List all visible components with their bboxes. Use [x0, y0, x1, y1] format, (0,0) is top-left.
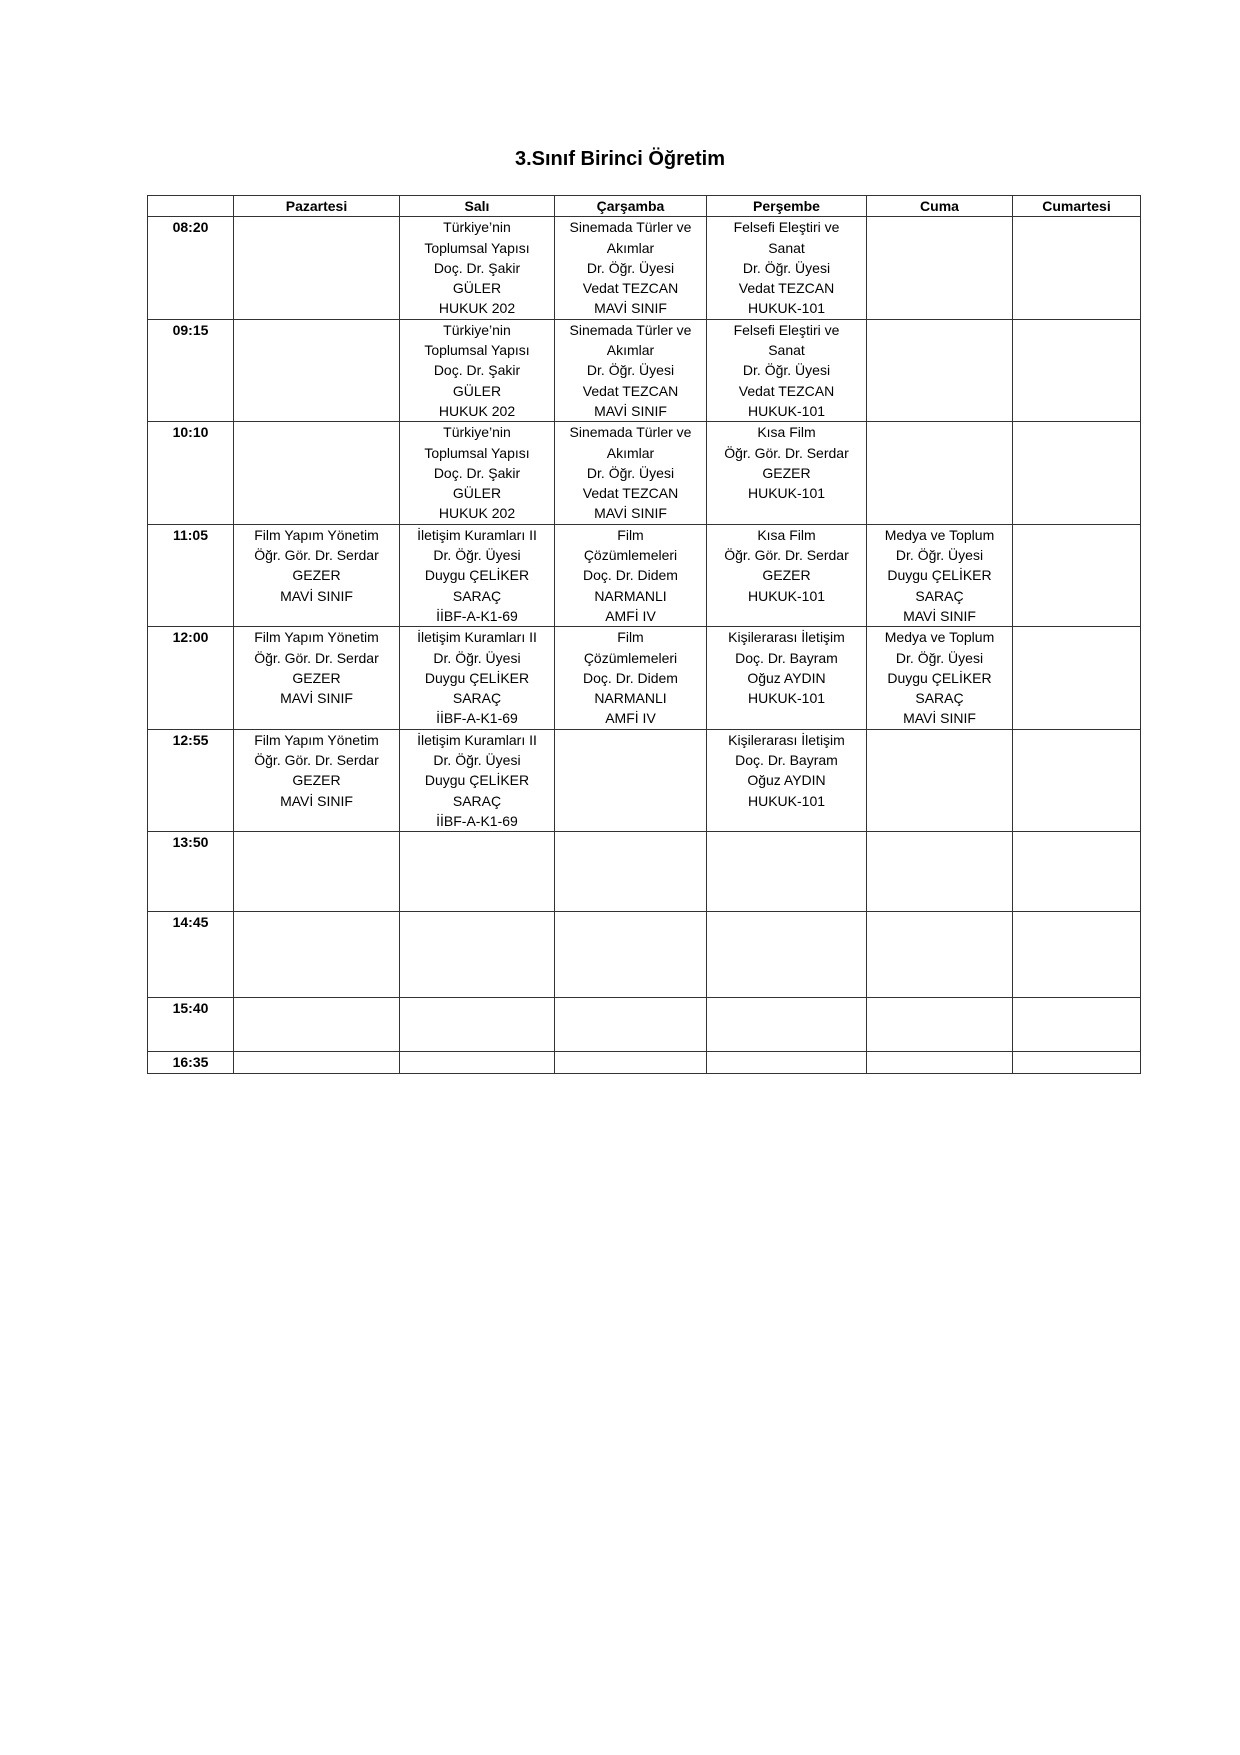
- time-slot: 15:40: [148, 998, 234, 1052]
- course-info-line: Akımlar: [606, 342, 655, 359]
- schedule-cell-saturday: [1013, 729, 1141, 831]
- course-info-line: Dr. Öğr. Üyesi: [586, 259, 675, 276]
- schedule-cell-monday: [234, 1052, 400, 1074]
- course-info-line: Kısa Film: [757, 424, 816, 441]
- course-info-line: NARMANLI: [594, 690, 667, 707]
- course-info-line: GEZER: [292, 772, 341, 789]
- time-slot: 16:35: [148, 1052, 234, 1074]
- schedule-table: [147, 195, 1141, 1074]
- schedule-cell-tuesday: [400, 627, 555, 729]
- course-info-line: MAVİ SINIF: [903, 710, 976, 727]
- course-info-line: MAVİ SINIF: [280, 792, 353, 809]
- course-info-line: MAVİ SINIF: [594, 505, 667, 522]
- schedule-cell-thursday: [707, 729, 867, 831]
- header-day-thursday: Perşembe: [707, 196, 867, 217]
- schedule-cell-wednesday: [555, 912, 707, 998]
- schedule-cell-monday: [234, 729, 400, 831]
- course-info-line: Dr. Öğr. Üyesi: [742, 259, 831, 276]
- course-info-line: HUKUK-101: [747, 300, 826, 317]
- course-info-line: HUKUK-101: [747, 485, 826, 502]
- schedule-cell-wednesday: [555, 217, 707, 319]
- schedule-cell-saturday: [1013, 217, 1141, 319]
- header-day-tuesday: Salı: [400, 196, 555, 217]
- course-info-line: GÜLER: [452, 485, 502, 502]
- course-info-line: Öğr. Gör. Dr. Serdar: [254, 752, 379, 769]
- course-info-line: İİBF-A-K1-69: [436, 607, 518, 624]
- course-info-line: Film Yapım Yönetim: [254, 731, 379, 748]
- time-slot: 12:55: [148, 729, 234, 831]
- course-info-line: Film Yapım Yönetim: [254, 629, 379, 646]
- course-info-line: GEZER: [762, 464, 811, 481]
- course-info-line: MAVİ SINIF: [594, 402, 667, 419]
- course-info-line: Öğr. Gör. Dr. Serdar: [254, 649, 379, 666]
- schedule-cell-monday: [234, 912, 400, 998]
- course-info-line: İletişim Kuramları II: [417, 731, 537, 748]
- course-info-line: Film Yapım Yönetim: [254, 526, 379, 543]
- course-info-line: Oğuz AYDIN: [747, 772, 826, 789]
- schedule-row: [148, 422, 1141, 524]
- time-slot: 11:05: [148, 524, 234, 626]
- schedule-cell-tuesday: [400, 998, 555, 1052]
- course-info-line: Dr. Öğr. Üyesi: [895, 649, 984, 666]
- course-info-line: GEZER: [292, 567, 341, 584]
- schedule-row: [148, 729, 1141, 831]
- course-info-line: HUKUK-101: [747, 402, 826, 419]
- course-info-line: GÜLER: [452, 382, 502, 399]
- course-info-line: Toplumsal Yapısı: [424, 342, 530, 359]
- header-day-friday: Cuma: [867, 196, 1013, 217]
- course-info-line: Sinemada Türler ve: [569, 424, 692, 441]
- schedule-cell-friday: [867, 319, 1013, 421]
- schedule-cell-thursday: [707, 422, 867, 524]
- schedule-cell-monday: [234, 627, 400, 729]
- schedule-cell-monday: [234, 422, 400, 524]
- schedule-cell-saturday: [1013, 627, 1141, 729]
- course-info-line: Kısa Film: [757, 526, 816, 543]
- schedule-body: [148, 217, 1141, 1074]
- course-info-line: AMFİ IV: [605, 710, 656, 727]
- time-slot: 14:45: [148, 912, 234, 998]
- schedule-row: [148, 832, 1141, 912]
- schedule-cell-monday: [234, 217, 400, 319]
- course-info-line: İletişim Kuramları II: [417, 526, 537, 543]
- course-info-line: İİBF-A-K1-69: [436, 812, 518, 829]
- schedule-cell-friday: [867, 998, 1013, 1052]
- schedule-cell-monday: [234, 524, 400, 626]
- course-info-line: NARMANLI: [594, 587, 667, 604]
- course-info-line: Dr. Öğr. Üyesi: [895, 547, 984, 564]
- course-info-line: Doç. Dr. Şakir: [433, 362, 521, 379]
- header-time: [148, 196, 234, 217]
- schedule-cell-friday: [867, 627, 1013, 729]
- course-info-line: Dr. Öğr. Üyesi: [433, 547, 521, 564]
- course-info-line: Dr. Öğr. Üyesi: [433, 752, 521, 769]
- time-slot: 10:10: [148, 422, 234, 524]
- course-info-line: Akımlar: [606, 239, 655, 256]
- course-info-line: Felsefi Eleştiri ve: [733, 219, 840, 236]
- course-info-line: HUKUK-101: [747, 792, 826, 809]
- course-info-line: MAVİ SINIF: [280, 690, 353, 707]
- course-info-line: Duygu ÇELİKER: [424, 772, 530, 789]
- course-info-line: MAVİ SINIF: [280, 587, 353, 604]
- course-info-line: Vedat TEZCAN: [738, 382, 835, 399]
- header-day-monday: Pazartesi: [234, 196, 400, 217]
- course-info-line: Vedat TEZCAN: [582, 485, 679, 502]
- schedule-cell-saturday: [1013, 1052, 1141, 1074]
- course-info-line: Vedat TEZCAN: [738, 280, 835, 297]
- schedule-cell-thursday: [707, 217, 867, 319]
- course-info-line: HUKUK 202: [438, 505, 516, 522]
- course-info-line: Türkiye’nin: [443, 424, 511, 441]
- course-info-line: Felsefi Eleştiri ve: [733, 321, 840, 338]
- schedule-row: [148, 217, 1141, 319]
- course-info-line: Vedat TEZCAN: [582, 280, 679, 297]
- course-info-line: HUKUK-101: [747, 587, 826, 604]
- course-info-line: Doç. Dr. Didem: [583, 567, 678, 584]
- schedule-cell-wednesday: [555, 319, 707, 421]
- course-info-line: MAVİ SINIF: [903, 607, 976, 624]
- course-info-line: Akımlar: [606, 444, 655, 461]
- course-info-line: SARAÇ: [452, 792, 502, 809]
- course-info-line: Türkiye’nin: [443, 321, 511, 338]
- course-info-line: Film: [617, 629, 644, 646]
- course-info-line: Doç. Dr. Şakir: [433, 464, 521, 481]
- schedule-cell-thursday: [707, 524, 867, 626]
- course-info-line: GÜLER: [452, 280, 502, 297]
- course-info-line: Toplumsal Yapısı: [424, 239, 530, 256]
- schedule-row: [148, 912, 1141, 998]
- header-row: [148, 196, 1141, 217]
- schedule-cell-monday: [234, 319, 400, 421]
- schedule-cell-tuesday: [400, 319, 555, 421]
- course-info-line: Doç. Dr. Şakir: [433, 259, 521, 276]
- schedule-cell-friday: [867, 524, 1013, 626]
- schedule-row: [148, 524, 1141, 626]
- course-info-line: SARAÇ: [915, 587, 964, 604]
- schedule-cell-wednesday: [555, 832, 707, 912]
- course-info-line: Vedat TEZCAN: [582, 382, 679, 399]
- schedule-cell-thursday: [707, 912, 867, 998]
- schedule-cell-thursday: [707, 998, 867, 1052]
- course-info-line: HUKUK 202: [438, 300, 516, 317]
- course-info-line: Dr. Öğr. Üyesi: [586, 464, 675, 481]
- schedule-cell-friday: [867, 217, 1013, 319]
- schedule-row: [148, 627, 1141, 729]
- schedule-cell-friday: [867, 912, 1013, 998]
- course-info-line: Doç. Dr. Bayram: [735, 752, 838, 769]
- course-info-line: Çözümlemeleri: [583, 547, 678, 564]
- schedule-cell-friday: [867, 832, 1013, 912]
- schedule-cell-friday: [867, 1052, 1013, 1074]
- course-info-line: Sanat: [768, 342, 805, 359]
- schedule-row: [148, 319, 1141, 421]
- schedule-cell-tuesday: [400, 729, 555, 831]
- schedule-cell-tuesday: [400, 422, 555, 524]
- course-info-line: Dr. Öğr. Üyesi: [742, 362, 831, 379]
- schedule-row: [148, 1052, 1141, 1074]
- course-info-line: Duygu ÇELİKER: [424, 669, 530, 686]
- time-slot: 09:15: [148, 319, 234, 421]
- schedule-cell-tuesday: [400, 1052, 555, 1074]
- course-info-line: Öğr. Gör. Dr. Serdar: [254, 547, 379, 564]
- schedule-cell-wednesday: [555, 627, 707, 729]
- schedule-cell-wednesday: [555, 998, 707, 1052]
- schedule-cell-saturday: [1013, 422, 1141, 524]
- schedule-row: [148, 998, 1141, 1052]
- course-info-line: Duygu ÇELİKER: [887, 567, 992, 584]
- course-info-line: MAVİ SINIF: [594, 300, 667, 317]
- course-info-line: AMFİ IV: [605, 607, 656, 624]
- course-info-line: Sinemada Türler ve: [569, 321, 692, 338]
- header-day-saturday: Cumartesi: [1013, 196, 1141, 217]
- course-info-line: Öğr. Gör. Dr. Serdar: [724, 444, 849, 461]
- course-info-line: Öğr. Gör. Dr. Serdar: [724, 547, 849, 564]
- schedule-cell-monday: [234, 832, 400, 912]
- course-info-line: Duygu ÇELİKER: [424, 567, 530, 584]
- schedule-cell-thursday: [707, 319, 867, 421]
- course-info-line: Oğuz AYDIN: [747, 669, 826, 686]
- course-info-line: SARAÇ: [452, 690, 502, 707]
- course-info-line: Duygu ÇELİKER: [887, 669, 992, 686]
- schedule-cell-wednesday: [555, 422, 707, 524]
- schedule-cell-friday: [867, 729, 1013, 831]
- page-title: 3.Sınıf Birinci Öğretim: [514, 148, 726, 170]
- course-info-line: Kişilerarası İletişim: [728, 629, 845, 646]
- course-info-line: SARAÇ: [452, 587, 502, 604]
- course-info-line: HUKUK 202: [438, 402, 516, 419]
- course-info-line: Film: [617, 526, 644, 543]
- course-info-line: Türkiye’nin: [443, 219, 511, 236]
- schedule-cell-saturday: [1013, 832, 1141, 912]
- schedule-cell-tuesday: [400, 524, 555, 626]
- time-slot: 08:20: [148, 217, 234, 319]
- course-info-line: Doç. Dr. Didem: [583, 669, 678, 686]
- course-info-line: HUKUK-101: [747, 690, 826, 707]
- time-slot: 12:00: [148, 627, 234, 729]
- header-day-wednesday: Çarşamba: [555, 196, 707, 217]
- course-info-line: Kişilerarası İletişim: [728, 731, 845, 748]
- course-info-line: Çözümlemeleri: [583, 649, 678, 666]
- course-info-line: İletişim Kuramları II: [417, 629, 537, 646]
- schedule-cell-tuesday: [400, 912, 555, 998]
- schedule-cell-wednesday: [555, 1052, 707, 1074]
- course-info-line: Sinemada Türler ve: [569, 219, 692, 236]
- schedule-cell-saturday: [1013, 319, 1141, 421]
- course-info-line: SARAÇ: [915, 690, 964, 707]
- schedule-cell-saturday: [1013, 524, 1141, 626]
- course-info-line: Dr. Öğr. Üyesi: [433, 649, 521, 666]
- schedule-cell-thursday: [707, 832, 867, 912]
- schedule-cell-thursday: [707, 1052, 867, 1074]
- schedule-cell-saturday: [1013, 998, 1141, 1052]
- schedule-cell-wednesday: [555, 729, 707, 831]
- course-info-line: GEZER: [762, 567, 811, 584]
- schedule-cell-saturday: [1013, 912, 1141, 998]
- course-info-line: İİBF-A-K1-69: [436, 710, 518, 727]
- schedule-cell-wednesday: [555, 524, 707, 626]
- schedule-cell-thursday: [707, 627, 867, 729]
- course-info-line: Medya ve Toplum: [884, 629, 995, 646]
- time-slot: 13:50: [148, 832, 234, 912]
- course-info-line: Medya ve Toplum: [884, 526, 995, 543]
- course-info-line: Doç. Dr. Bayram: [735, 649, 838, 666]
- course-info-line: Dr. Öğr. Üyesi: [586, 362, 675, 379]
- course-info-line: GEZER: [292, 669, 341, 686]
- course-info-line: Sanat: [768, 239, 805, 256]
- schedule-cell-tuesday: [400, 832, 555, 912]
- course-info-line: Toplumsal Yapısı: [424, 444, 530, 461]
- schedule-cell-monday: [234, 998, 400, 1052]
- schedule-cell-friday: [867, 422, 1013, 524]
- schedule-cell-tuesday: [400, 217, 555, 319]
